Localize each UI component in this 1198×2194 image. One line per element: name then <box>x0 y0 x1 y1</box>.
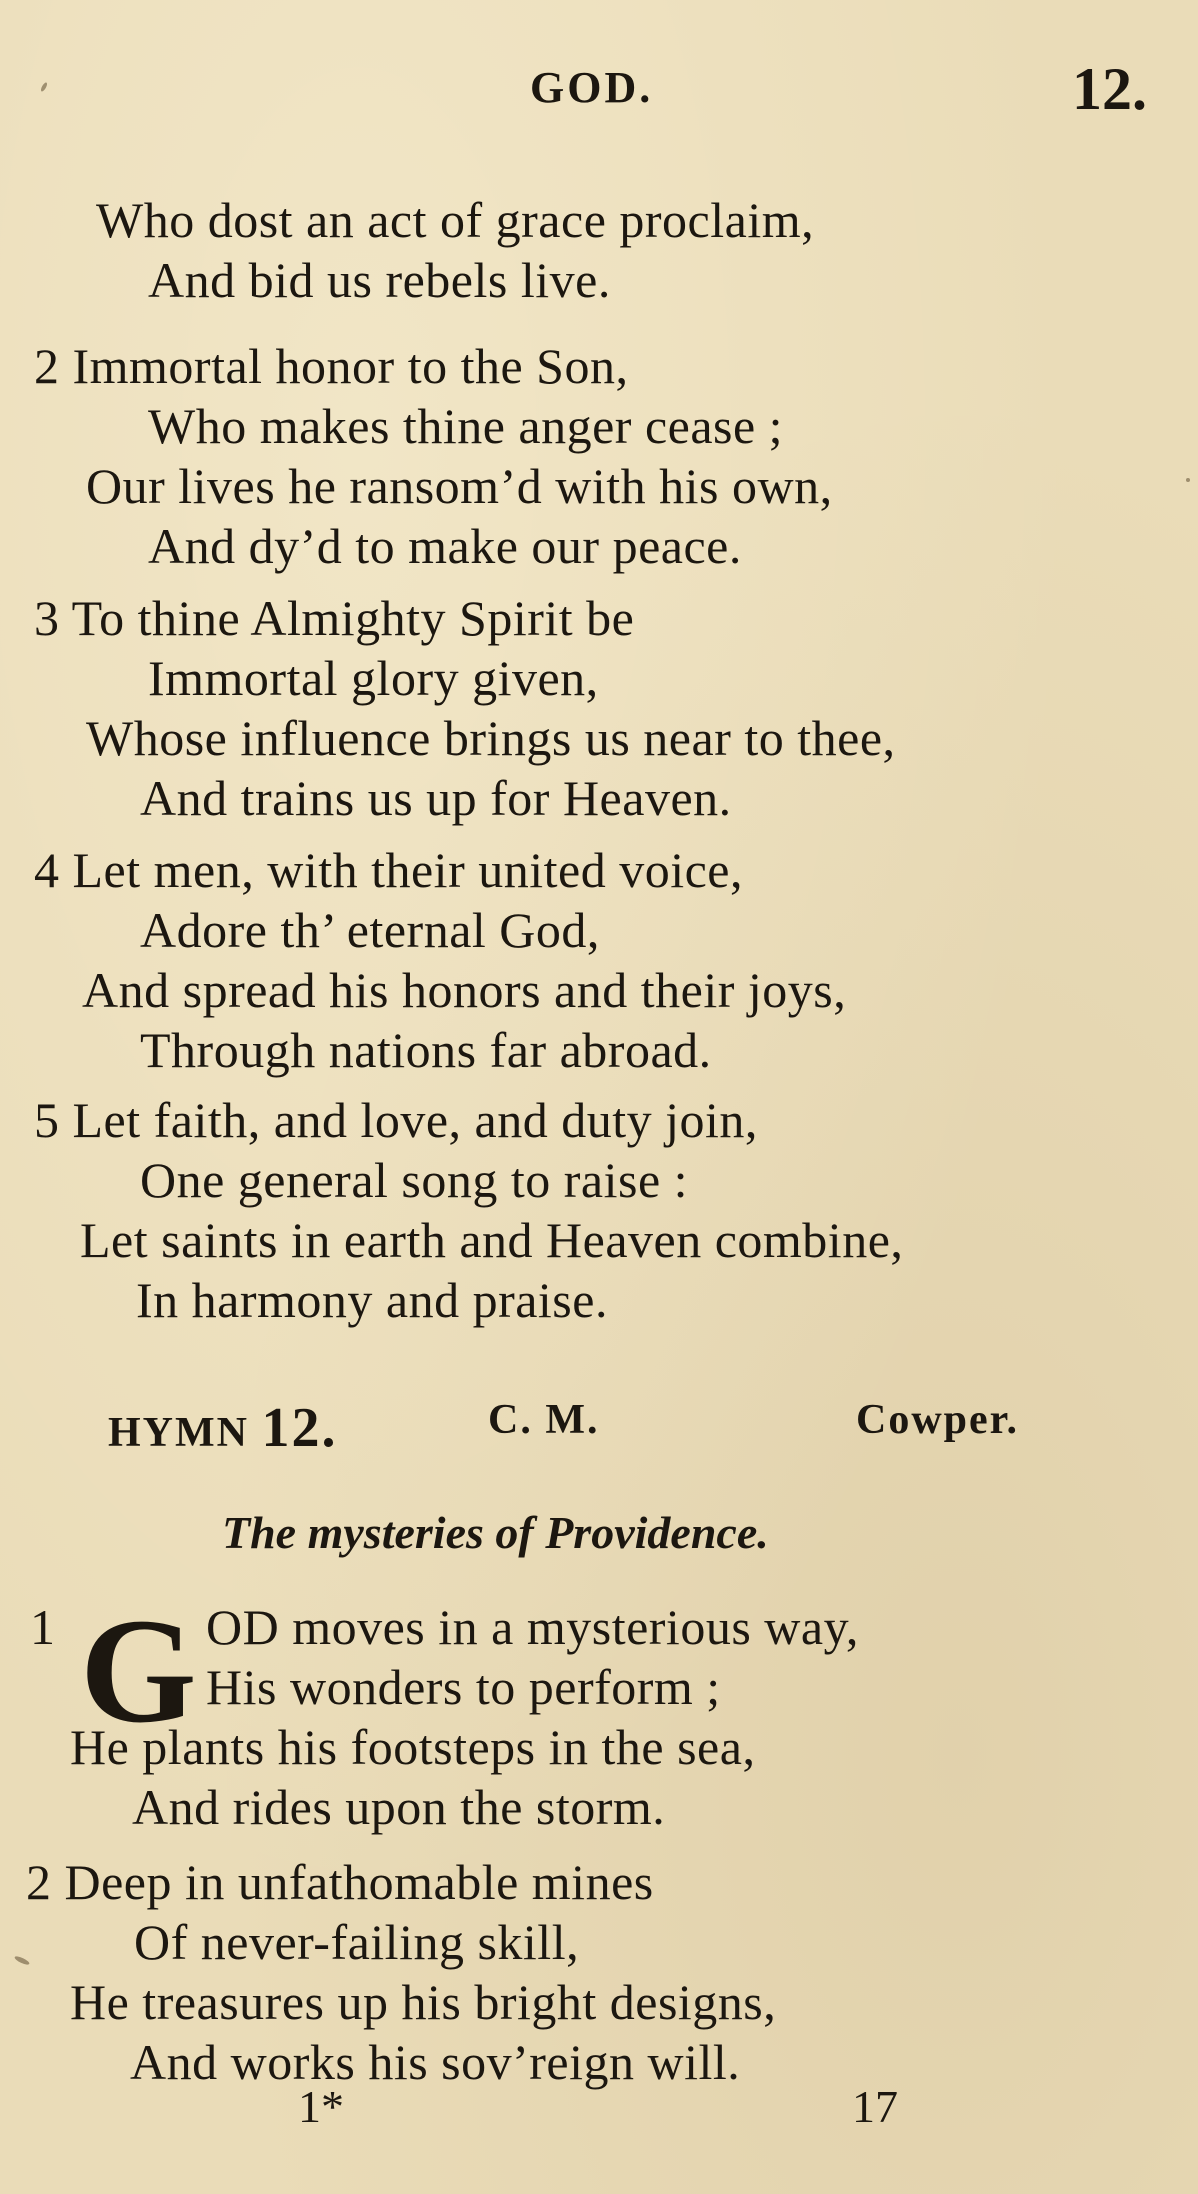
verse-line: Through nations far abroad. <box>140 1022 712 1078</box>
verse-line: One general song to raise : <box>140 1152 689 1208</box>
verse-line: Of never-failing skill, <box>134 1914 580 1970</box>
stanza-5-line-1 <box>34 1090 758 1150</box>
verse-line: He treasures up his bright designs, <box>70 1974 777 2030</box>
ink-speck <box>14 1955 31 1966</box>
verse-text: Let men, with their united voice, <box>72 842 743 898</box>
verse-line: He plants his footsteps in the sea, <box>70 1719 756 1775</box>
signature-mark: 1* <box>298 2081 344 2132</box>
hymn-subtitle: The mysteries of Providence. <box>222 1507 769 1558</box>
stanza-number: 5 <box>34 1092 60 1148</box>
verse-line: And bid us rebels live. <box>148 252 611 308</box>
sheet-number: 17 <box>852 2081 898 2132</box>
verse-line: Who makes thine anger cease ; <box>148 398 784 454</box>
verse-line: In harmony and praise. <box>136 1272 608 1328</box>
verse-line: OD moves in a mysterious way, <box>206 1599 859 1655</box>
hymn-number: 12. <box>261 1397 338 1459</box>
stanza-3-line-1 <box>34 588 634 648</box>
hymn-meter: C. M. <box>488 1397 600 1443</box>
verse-line: Let saints in earth and Heaven combine, <box>80 1212 904 1268</box>
stanza-number: 2 <box>26 1854 52 1910</box>
verse-line: His wonders to perform ; <box>206 1659 721 1715</box>
verse-line: And dy’d to make our peace. <box>148 518 742 574</box>
stanza-2-line-1 <box>26 1852 654 1912</box>
page-number: 12. <box>1072 56 1147 122</box>
verse-text: Immortal honor to the Son, <box>72 338 629 394</box>
verse-line: And trains us up for Heaven. <box>140 770 732 826</box>
verse-line: Our lives he ransom’d with his own, <box>86 458 833 514</box>
verse-line: Immortal glory given, <box>148 650 599 706</box>
ink-speck <box>1186 478 1190 482</box>
drop-cap: G <box>80 1588 197 1754</box>
stanza-number: 4 <box>34 842 60 898</box>
hymn-author: Cowper. <box>856 1397 1019 1443</box>
stanza-4-line-1 <box>34 840 743 900</box>
verse-line: Who dost an act of grace proclaim, <box>96 192 815 248</box>
verse-text: Let faith, and love, and duty join, <box>72 1092 758 1148</box>
verse-line: And rides upon the storm. <box>132 1779 666 1835</box>
verse-text: To thine Almighty Spirit be <box>71 590 635 646</box>
stanza-number: 2 <box>34 338 60 394</box>
verse-text: Deep in unfathomable mines <box>64 1854 654 1910</box>
verse-line: And works his sov’reign will. <box>130 2034 741 2090</box>
running-head: GOD. <box>530 63 654 112</box>
verse-line: Whose influence brings us near to thee, <box>86 710 896 766</box>
hymn-heading <box>108 1396 338 1459</box>
hymn-label: HYMN <box>108 1410 249 1456</box>
stanza-number: 3 <box>34 590 60 646</box>
stanza-number: 1 <box>30 1599 56 1655</box>
verse-line: Adore th’ eternal God, <box>140 902 600 958</box>
ink-speck <box>40 82 48 93</box>
verse-line: And spread his honors and their joys, <box>82 962 847 1018</box>
stanza-2-line-1 <box>34 336 629 396</box>
